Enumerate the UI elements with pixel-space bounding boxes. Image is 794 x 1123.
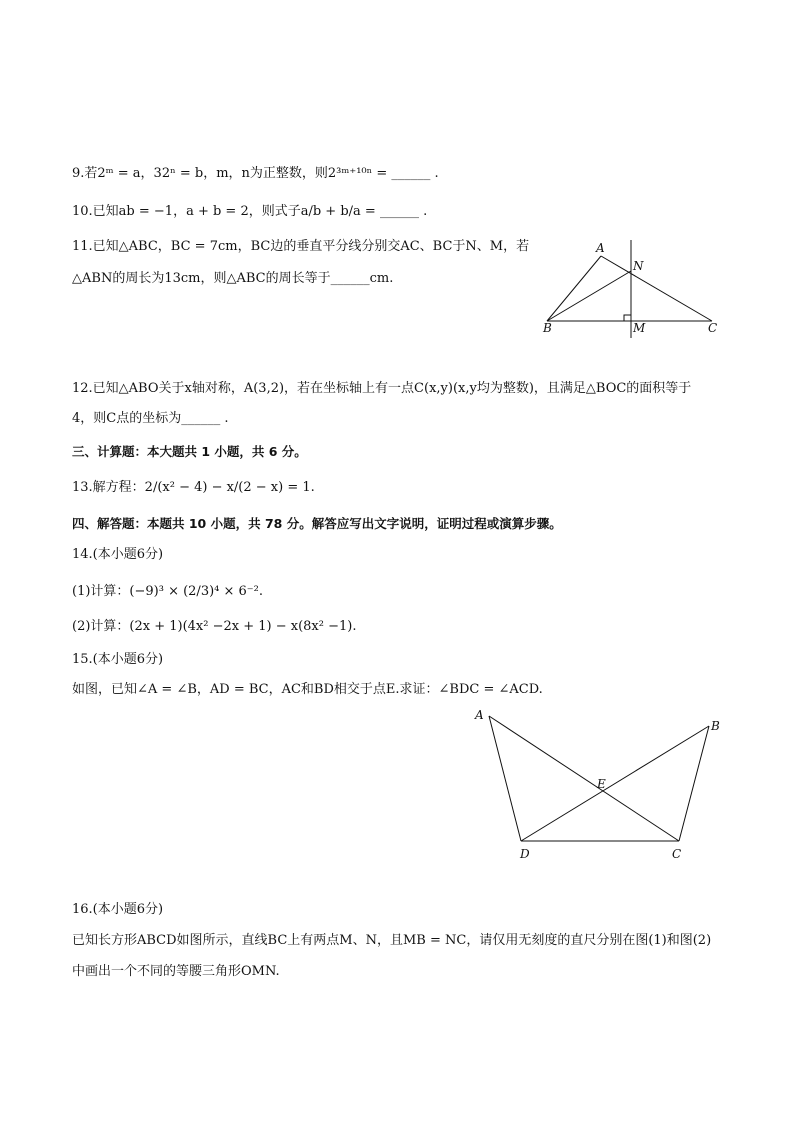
label-b: B	[543, 321, 552, 335]
question-15-body: 如图，已知∠A = ∠B，AD = BC，AC和BD相交于点E.求证：∠BDC = ∠ACD.	[72, 682, 543, 697]
question-14-part-2: (2)计算：(2x + 1)(4x² −2x + 1) − x(8x² −1).	[72, 619, 357, 634]
question-14-part-1: (1)计算：(−9)³ × (2/3)⁴ × 6⁻².	[72, 584, 264, 599]
segment-bd	[521, 726, 709, 841]
question-9: 9.若2ᵐ = a，32ⁿ = b，m，n为正整数，则2³ᵐ⁺¹⁰ⁿ = ______ .	[72, 166, 439, 181]
question-15-heading: 15.(本小题6分)	[72, 652, 164, 667]
label-c: C	[708, 321, 718, 335]
section-4-heading: 四、解答题：本题共 10 小题，共 78 分。解答应写出文字说明，证明过程或演算步骤。	[72, 516, 562, 531]
question-16-heading: 16.(本小题6分)	[72, 902, 164, 917]
label-c: C	[672, 847, 682, 861]
question-16-line-1: 已知长方形ABCD如图所示，直线BC上有两点M、N，且MB = NC，请仅用无刻度的直尺分别在图(1)和图(2)	[72, 933, 712, 948]
label-e: E	[597, 777, 606, 791]
segment-ac	[489, 716, 679, 841]
segment-cb	[679, 726, 709, 841]
label-m: M	[633, 321, 646, 335]
segment-ad	[489, 716, 521, 841]
question-12-line-2: 4，则C点的坐标为______ .	[72, 411, 229, 426]
label-n: N	[633, 259, 644, 273]
question-11-line-1: 11.已知△ABC，BC = 7cm，BC边的垂直平分线分别交AC、BC于N、M，若	[72, 239, 530, 254]
label-d: D	[520, 847, 530, 861]
question-13: 13.解方程：2/(x² − 4) − x/(2 − x) = 1.	[72, 480, 315, 495]
label-a: A	[596, 241, 605, 255]
section-3-heading: 三、计算题：本大题共 1 小题，共 6 分。	[72, 444, 307, 459]
question-14-heading: 14.(本小题6分)	[72, 547, 164, 562]
label-b: B	[711, 719, 720, 733]
label-a: A	[475, 708, 484, 722]
question-10: 10.已知ab = −1，a + b = 2，则式子a/b + b/a = ______ .	[72, 204, 428, 219]
question-16-line-2: 中画出一个不同的等腰三角形OMN.	[72, 964, 280, 979]
question-12-line-1: 12.已知△ABO关于x轴对称，A(3,2)，若在坐标轴上有一点C(x,y)(x,y均为整数)，且满足△BOC的面积等于	[72, 381, 692, 396]
question-11-line-2: △ABN的周长为13cm，则△ABC的周长等于______cm.	[72, 271, 394, 286]
